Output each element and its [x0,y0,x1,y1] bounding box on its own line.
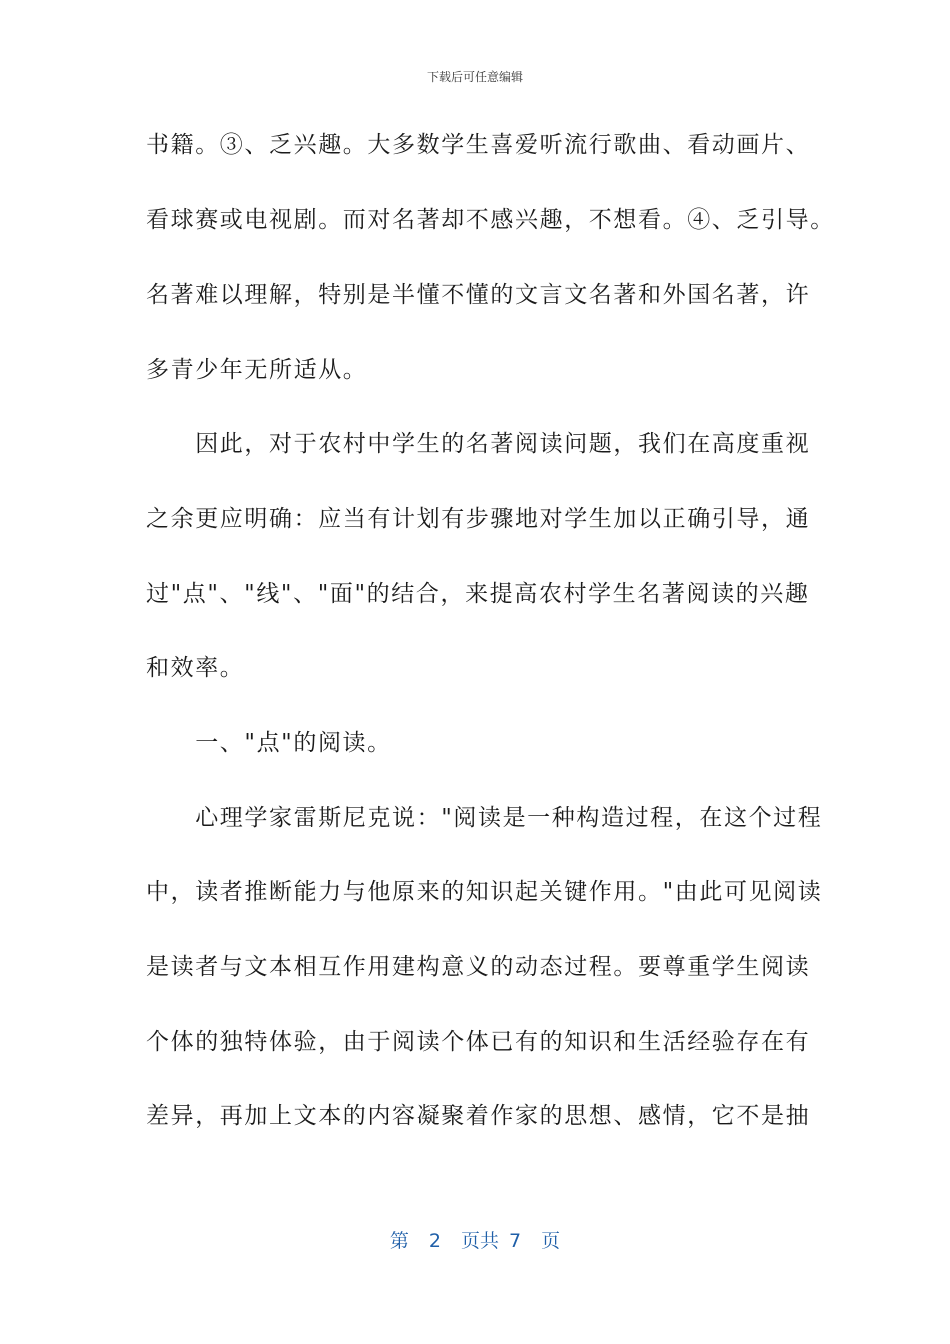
text-line: 心理学家雷斯尼克说："阅读是一种构造过程，在这个过程 [146,805,823,831]
text-line: 名著难以理解，特别是半懂不懂的文言文名著和外国名著，许 [146,282,811,308]
text-line: 中，读者推断能力与他原来的知识起关键作用。"由此可见阅读 [146,879,823,905]
page-header: 下载后可任意编辑 [426,70,523,84]
text-line: 是读者与文本相互作用建构意义的动态过程。要尊重学生阅读 [146,954,811,980]
section-heading: 一、"点"的阅读。 [146,730,392,756]
text-line: 过"点"、"线"、"面"的结合，来提高农村学生名著阅读的兴趣 [146,581,810,607]
footer-page-number: 2 [428,1230,441,1252]
text-line: 多青少年无所适从。 [146,357,368,383]
page-footer [0,1226,950,1253]
footer-middle: 页共 [460,1230,499,1252]
text-line: 因此，对于农村中学生的名著阅读问题，我们在高度重视 [146,431,811,457]
text-line: 个体的独特体验，由于阅读个体已有的知识和生活经验存在有 [146,1029,811,1055]
text-line: 书籍。③、乏兴趣。大多数学生喜爱听流行歌曲、看动画片、 [146,132,811,158]
footer-prefix: 第 [389,1230,409,1252]
text-line: 和效率。 [146,655,245,681]
footer-suffix: 页 [541,1230,561,1252]
text-line: 之余更应明确：应当有计划有步骤地对学生加以正确引导，通 [146,506,811,532]
text-line: 差异，再加上文本的内容凝聚着作家的思想、感情，它不是抽 [146,1103,811,1129]
text-line: 看球赛或电视剧。而对名著却不感兴趣，不想看。④、乏引导。 [146,207,835,233]
footer-total-pages: 7 [509,1230,522,1252]
